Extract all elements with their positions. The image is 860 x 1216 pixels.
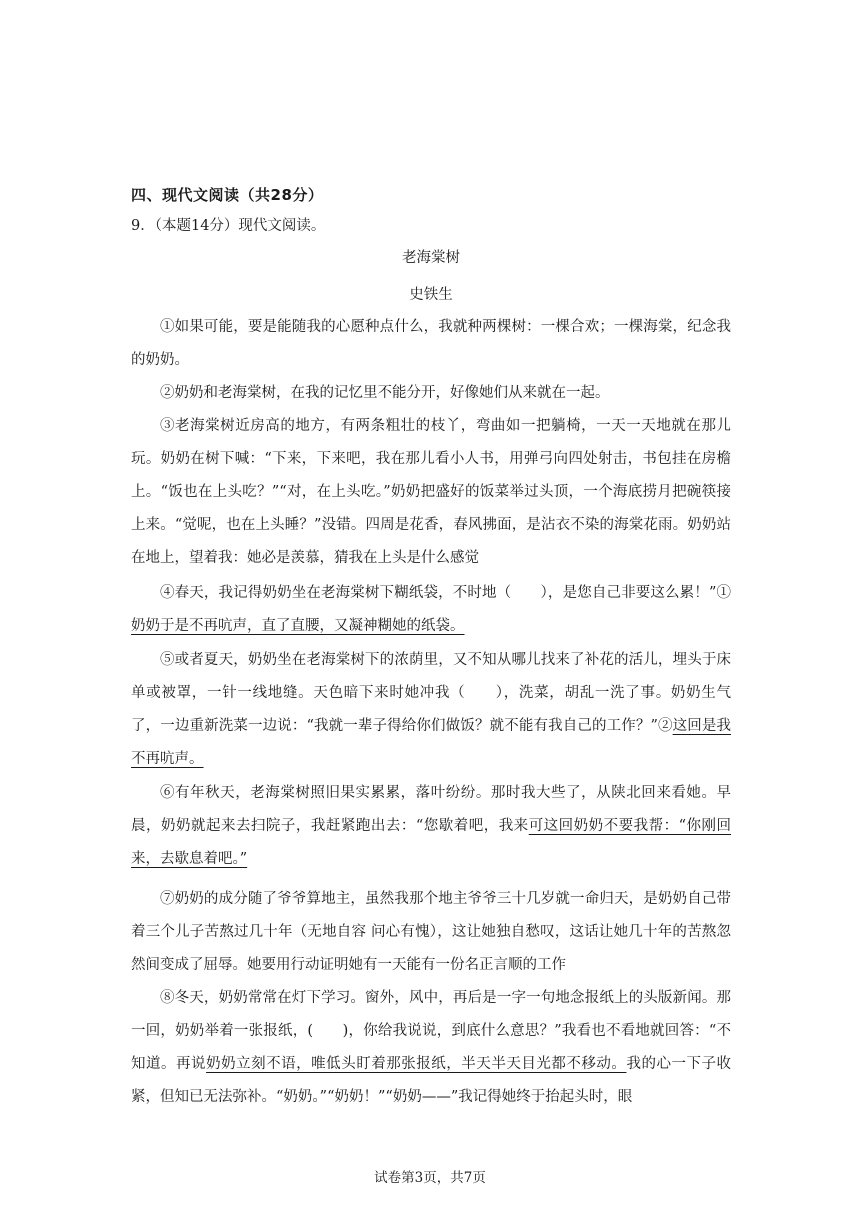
section-title: 四、现代文阅读（共28分） bbox=[131, 186, 324, 204]
paragraph-7: ⑦奶奶的成分随了爷爷算地主，虽然我那个地主爷爷三十几岁就一命归天，是奶奶自己带着三个儿子苦熬过几十年（无地自容 问心有愧），这让她独自愁叹，这话让她几十年的苦熬忽然间变成了屈辱。她要用行动证明她有一天能有一份名正言顺的工作 bbox=[131, 891, 731, 973]
underlined-sentence-3: 可这回奶奶不要我帮：“你刚回来，去歇息着吧。” bbox=[131, 818, 731, 867]
paragraph-8-text: ⑧冬天，奶奶常常在灯下学习。窗外，风中，再后是一字一句地念报纸上的头版新闻。那一回，奶奶举着一张报纸，( )，你给我说说，到底什么意思？”我看也不看地就回答：“不知道。再说 bbox=[131, 990, 731, 1072]
underlined-sentence-2: 这回是我不再吭声。 bbox=[131, 718, 732, 767]
paragraph-4-text: ④春天，我记得奶奶坐在老海棠树下糊纸袋，不时地（ ），是您自己非要这么累！”① bbox=[160, 585, 731, 601]
paragraph-5 bbox=[131, 644, 731, 776]
essay-author: 史铁生 bbox=[409, 287, 453, 303]
paragraph-4 bbox=[131, 577, 731, 643]
paragraph-8 bbox=[131, 982, 731, 1114]
page-footer: 试卷第3页，共7页 bbox=[374, 1170, 486, 1186]
paragraph-3: ③老海棠树近房高的地方，有两条粗壮的枝丫，弯曲如一把躺椅，一天一天地就在那儿玩。奶奶在树下喊：“下来，下来吧，我在那儿看小人书，用弹弓向四处射击，书包挂在房檐上。“饭也在上头吃？”“对，在上头吃。”奶奶把盛好的饭菜举过头顶，一个海底捞月把碗筷接上来。“觉呢，也在上头睡？”没错。四周是花香，春风拂面，是沾衣不染的海棠花雨。奶奶站在地上，望着我：她必是羡慕，猜我在上头是什么感觉 bbox=[131, 418, 731, 566]
underlined-sentence-4: 奶奶立刻不语，唯低头盯着那张报纸，半天半天目光都不移动。 bbox=[206, 1056, 627, 1072]
underlined-sentence-1: 奶奶于是不再吭声，直了直腰，又凝神糊她的纸袋。 bbox=[131, 618, 465, 634]
paragraph-5-text: ⑤或者夏天，奶奶坐在老海棠树下的浓荫里，又不知从哪儿找来了补花的活儿，埋头于床单或被罩，一针一线地缝。天色暗下来时她冲我（ ），洗菜，胡乱一洗了事。奶奶生气了，一边重新洗菜一边说：“我就一辈子得给你们做饭？就不能有我自己的工作？”② bbox=[131, 652, 731, 734]
paragraph-6 bbox=[131, 777, 731, 876]
question-header: 9．（本题14分）现代文阅读。 bbox=[131, 218, 326, 234]
paragraph-1: ①如果可能，要是能随我的心愿种点什么，我就种两棵树：一棵合欢；一棵海棠，纪念我的奶奶。 bbox=[131, 319, 731, 368]
paragraph-6-text: ⑥有年秋天，老海棠树照旧果实累累，落叶纷纷。那时我大些了，从陕北回来看她。早晨，奶奶就起来去扫院子，我赶紧跑出去：“您歇着吧，我来 bbox=[131, 785, 731, 834]
essay-title: 老海棠树 bbox=[402, 250, 460, 266]
paragraph-2: ②奶奶和老海棠树，在我的记忆里不能分开，好像她们从来就在一起。 bbox=[160, 385, 610, 401]
paragraph-8-text-end: 我的心一下子收紧，但知已无法弥补。“奶奶。”“奶奶！”“奶奶——”我记得她终于抬起头时，眼 bbox=[131, 1056, 732, 1105]
